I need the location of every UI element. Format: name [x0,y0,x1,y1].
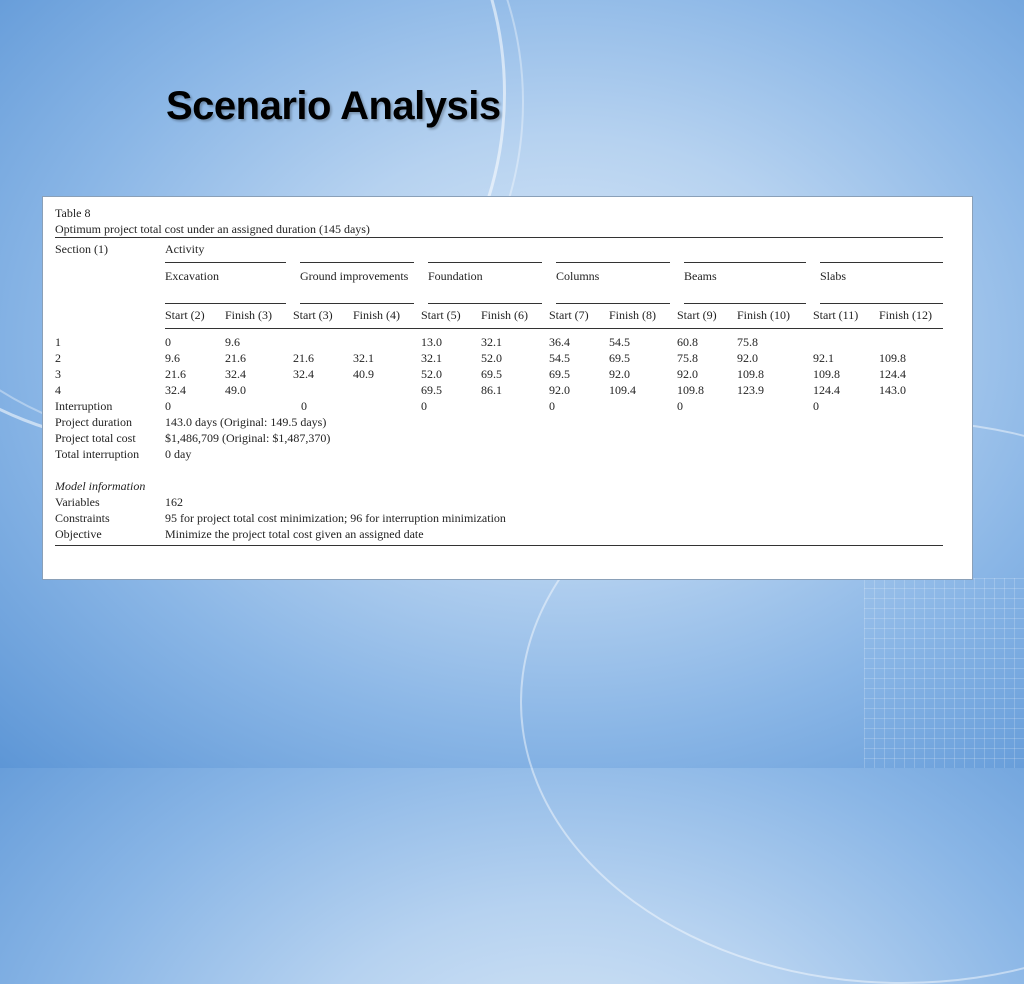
summary-value: 0 day [165,447,192,461]
subheader-cell: Finish (3) [225,304,293,329]
subheader-row [55,304,943,329]
table-cell [353,329,421,352]
subheader-cell: Finish (12) [879,304,943,329]
table-cell [353,383,421,399]
table-cell: 75.8 [677,351,698,365]
table-cell: 60.8 [677,335,698,349]
subheader-cell: Finish (4) [353,304,421,329]
table-row [55,329,943,352]
table-cell: 69.5 [609,351,630,365]
table-cell: 32.1 [421,351,442,365]
table-cell: 109.8 [677,383,704,397]
table-cell [813,329,879,352]
row-label: 1 [55,334,61,349]
spacer-row [55,463,943,479]
table-cell: 32.4 [293,367,314,381]
interruption-value: 0 [677,399,683,413]
model-info-value: 95 for project total cost minimization; 96 for interruption minimization [165,511,506,525]
activity-name: Beams [677,263,813,304]
model-info-header: Model information [55,479,146,493]
table-cell: 92.0 [549,383,570,397]
row-label: 3 [55,367,61,381]
results-table [55,237,943,546]
subheader-cell: Start (5) [421,304,481,329]
table-cell: 9.6 [165,351,180,365]
subheader-cell: Start (3) [293,304,353,329]
interruption-value: 0 [813,399,819,413]
table-cell: 75.8 [737,335,758,349]
table-cell: 109.8 [813,367,840,381]
table-cell: 54.5 [609,335,630,349]
subheader-cell: Start (11) [813,304,879,329]
table-caption: Optimum project total cost under an assigned duration (145 days) [55,222,370,236]
table-cell: 92.0 [677,367,698,381]
table-cell: 123.9 [737,383,764,397]
table-cell: 92.1 [813,351,834,365]
interruption-value: 0 [421,399,427,413]
subheader-cell: Finish (8) [609,304,677,329]
subheader-cell: Start (2) [165,304,225,329]
spacer-cell [55,463,943,479]
activity-name: Slabs [813,263,943,304]
model-info-row [55,495,943,511]
row-label: Interruption [55,399,113,413]
row-label: Variables [55,495,100,509]
table-cell: 52.0 [421,367,442,381]
table-cell: 32.1 [353,351,374,365]
activity-name: Columns [549,263,677,304]
row-label: Total interruption [55,447,140,461]
table-body [55,238,943,546]
table-cell: 124.4 [879,367,906,381]
row-label: Project duration [55,415,132,429]
background-grid-pattern [864,578,1024,768]
table-cell: 36.4 [549,335,570,349]
table-cell: 69.5 [481,367,502,381]
row-label: 2 [55,351,61,365]
table-cell: 32.1 [481,335,502,349]
table-cell: 9.6 [225,335,240,349]
row-label: Constraints [55,511,110,525]
table-container [55,205,943,546]
interruption-value: 0 [549,399,555,413]
table-cell: 52.0 [481,351,502,365]
table-cell: 32.4 [165,383,186,397]
table-row [55,351,943,367]
interruption-row [55,399,943,415]
table-cell: 54.5 [549,351,570,365]
model-info-row [55,527,943,546]
table-cell: 92.0 [609,367,630,381]
table-cell: 109.8 [879,351,906,365]
table-row [55,367,943,383]
table-cell: 21.6 [225,351,246,365]
activity-header: Activity [165,238,943,263]
model-info-header-row [55,479,943,495]
table-cell: 21.6 [165,367,186,381]
table-cell [293,383,353,399]
summary-value: 143.0 days (Original: 149.5 days) [165,415,327,429]
summary-row [55,447,943,463]
table-cell [293,329,353,352]
summary-row [55,431,943,447]
table-cell: 49.0 [225,383,246,397]
table-number: Table 8 [55,206,91,220]
table-cell: 13.0 [421,335,442,349]
table-cell: 69.5 [421,383,442,397]
subheader-cell: Start (9) [677,304,737,329]
subheader-cell: Finish (6) [481,304,549,329]
subheader-cell: Start (7) [549,304,609,329]
section-header: Section (1) [55,238,165,329]
model-info-value: Minimize the project total cost given an assigned date [165,527,943,546]
table-panel [42,196,973,580]
table-cell: 86.1 [481,383,502,397]
summary-value: $1,486,709 (Original: $1,487,370) [165,431,331,445]
table-cell: 40.9 [353,367,374,381]
row-label: 4 [55,383,61,397]
table-cell: 92.0 [737,351,758,365]
table-cell: 32.4 [225,367,246,381]
activity-names-row [55,263,943,304]
model-info-value: 162 [165,495,183,509]
table-cell: 109.8 [737,367,764,381]
slide-title: Scenario Analysis [166,84,501,128]
activity-name: Excavation [165,263,293,304]
table-cell: 124.4 [813,383,840,397]
summary-row [55,415,943,431]
table-cell: 0 [165,335,171,349]
model-info-row [55,511,943,527]
interruption-value: 0 [165,399,171,413]
activity-name: Foundation [421,263,549,304]
table-cell [879,329,943,352]
header-row [55,238,943,263]
table-cell: 109.4 [609,383,636,397]
table-cell: 69.5 [549,367,570,381]
table-cell: 143.0 [879,383,906,397]
activity-name: Ground improvements [293,263,421,304]
row-label: Project total cost [55,431,136,445]
subheader-cell: Finish (10) [737,304,813,329]
table-row [55,383,943,399]
row-label: Objective [55,527,165,546]
table-cell: 21.6 [293,351,314,365]
interruption-value: 0 [301,399,307,413]
